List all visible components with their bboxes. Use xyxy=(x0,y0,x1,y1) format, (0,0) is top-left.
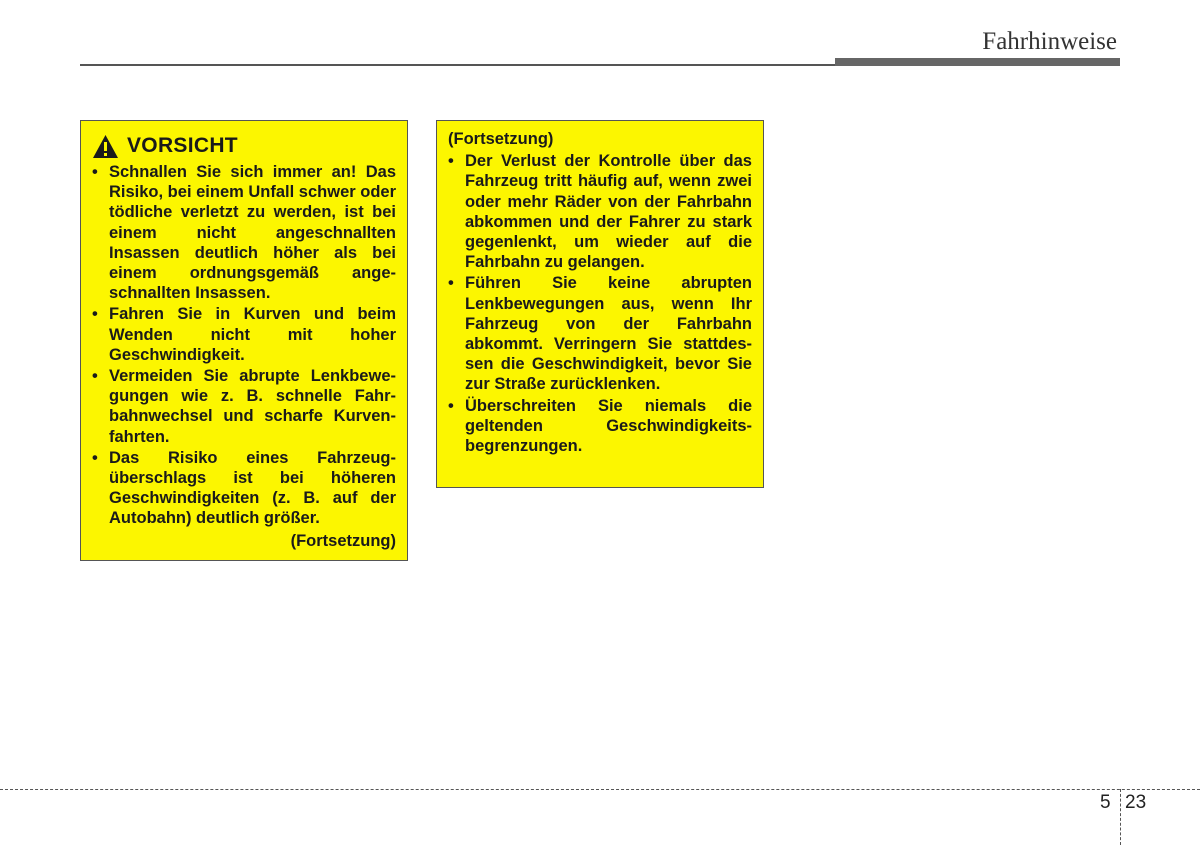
page-header-title: Fahrhinweise xyxy=(982,28,1117,55)
caution-box xyxy=(80,120,408,561)
chapter-number: 5 xyxy=(1100,792,1111,813)
continued-label: (Fortsetzung) xyxy=(290,531,396,550)
caution-item: • Der Verlust der Kontrolle über das Fahrzeug tritt häufig auf, wenn zwei oder mehr Räder von der Fahrbahn abkommen und der Fahrer zu stark gegenlenkt, um wieder auf die Fahrbahn zu gelangen. xyxy=(448,151,752,272)
caution-item: • Schnallen Sie sich immer an! Das Risiko, bei einem Unfall schwer oder tödliche verletzt zu werden, ist bei einem nicht angeschnallten Insassen deutlich höher als bei einem ordnungsgemäß ange-schnallten Insassen. xyxy=(92,162,396,303)
header-rule xyxy=(80,64,835,66)
page-number: 23 xyxy=(1125,792,1147,813)
header-rule-accent xyxy=(835,58,1120,66)
caution-item: • Vermeiden Sie abrupte Lenkbewe-gungen wie z. B. schnelle Fahr-bahnwechsel und scharfe Kurven-fahrten. xyxy=(92,366,396,447)
caution-item: • Überschreiten Sie niemals die geltenden Geschwindigkeits-begrenzungen. xyxy=(448,396,752,457)
caution-item: • Führen Sie keine abrupten Lenkbewegungen aus, wenn Ihr Fahrzeug von der Fahrbahn abkommt. Verringern Sie stattdes-sen die Geschwindigkeit, bevor Sie zur Straße zurücklenken. xyxy=(448,273,752,394)
caution-item: • Fahren Sie in Kurven und beim Wenden nicht mit hoher Geschwindigkeit. xyxy=(92,304,396,365)
caution-heading xyxy=(92,134,396,159)
caution-item: • Das Risiko eines Fahrzeug-überschlags ist bei höheren Geschwindigkeiten (z. B. auf der Autobahn) deutlich größer. xyxy=(92,448,396,529)
warning-triangle-icon xyxy=(92,134,119,159)
continued-label: (Fortsetzung) xyxy=(448,130,554,148)
continuation-box xyxy=(436,120,764,488)
caution-heading-text: VORSICHT xyxy=(127,134,238,158)
footer-divider-vertical xyxy=(1120,789,1121,845)
footer-divider xyxy=(0,789,1200,790)
